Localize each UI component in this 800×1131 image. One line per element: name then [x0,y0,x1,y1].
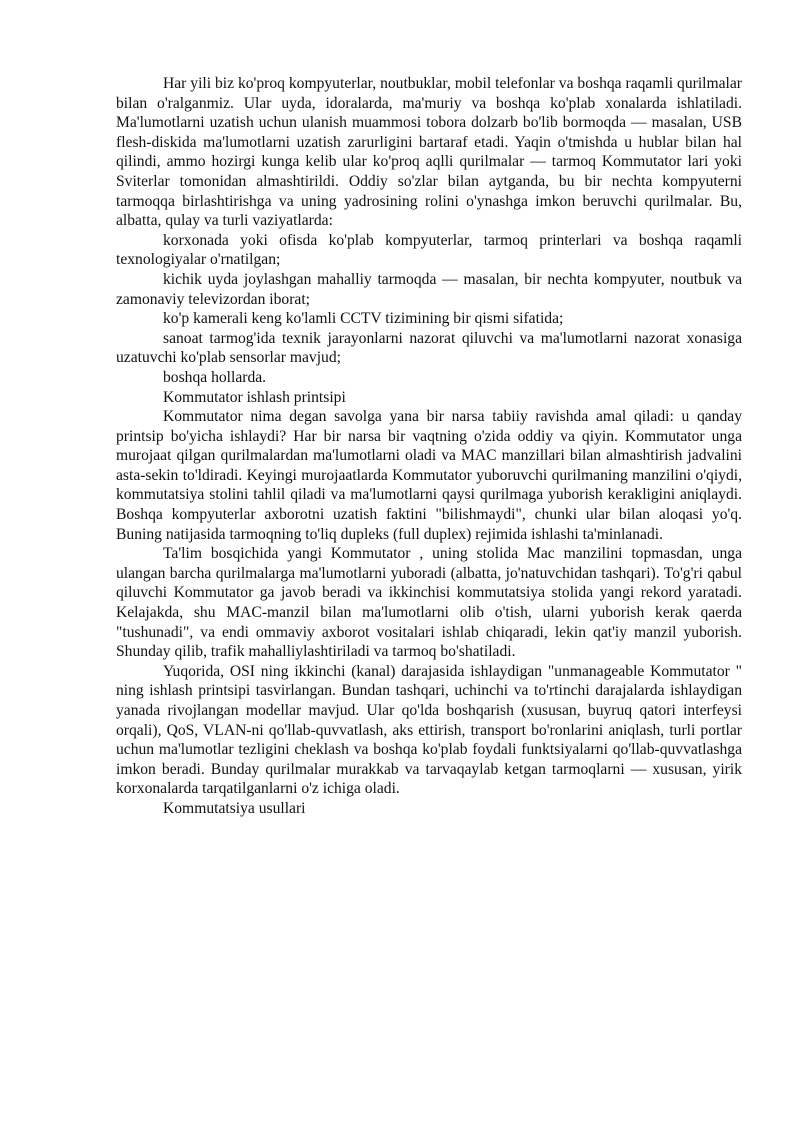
list-item-enterprise: korxonada yoki ofisda ko'plab kompyuterlar, tarmoq printerlari va boshqa raqamli texnologiyalar o'rnatilgan; [116,231,742,269]
paragraph-principle: Kommutator nima degan savolga yana bir narsa tabiiy ravishda amal qiladi: u qanday printsip bo'yicha ishlaydi? Har bir narsa bir vaqtning o'zida oddiy va qiyin. Kommutator unga murojaat qilgan qurilmalardan ma'lumotlarni oladi va MAC manzillari bilan almashtirish jadvalini asta-sekin to'ldiradi. Keyingi murojaatlarda Kommutator yuboruvchi qurilmaning manzilini o'qiydi, kommutatsiya stolini tahlil qiladi va ma'lumotlarni qaysi qurilmaga yuborish kerakligini aniqlaydi. Boshqa kompyuterlar axborotni uzatish faktini "bilishmaydi", chunki ular bilan aloqasi yo'q. Buning natijasida tarmoqning to'liq dupleks (full duplex) rejimida ishlashi ta'minlanadi. [116,408,742,543]
section-heading-principle: Kommutator ishlash printsipi [163,388,346,406]
list-item-industrial: sanoat tarmog'ida texnik jarayonlarni nazorat qiluvchi va ma'lumotlarni nazorat xonasiga uzatuvchi ko'plab sensorlar mavjud; [116,329,742,367]
paragraph-learning: Ta'lim bosqichida yangi Kommutator , uning stolida Mac manzilini topmasdan, unga ulangan barcha qurilmalarga ma'lumotlarni yuboradi (albatta, jo'natuvchidan tashqari). To'g'ri qabul qiluvchi Kommutator ga javob beradi va ikkinchisi kommutatsiya stolida yangi rekord yaratadi. Kelajakda, shu MAC-manzil bilan ma'lumotlarni olib o'tish, ularni yuborish kerak qaerda "tushunadi", va endi ommaviy axborot vositalari ishlab chiqaradi, lekin qat'iy manzil yuborish. Shunday qilib, trafik mahalliylashtiriladi va tarmoq bo'shatiladi. [116,545,742,661]
paragraph-intro: Har yili biz ko'proq kompyuterlar, noutbuklar, mobil telefonlar va boshqa raqamli qurilmalar bilan o'ralganmiz. Ular uyda, idoralarda, ma'muriy va boshqa ko'plab xonalarda ishlatiladi. Ma'lumotlarni uzatish uchun ulanish muammosi tobora dolzarb bo'lib bormoqda — masalan, USB flesh-diskida ma'lumotlarni uzatish zarurligini bartaraf etadi. Yaqin o'tmishda u hublar bilan hal qilindi, ammo hozirgi kunga kelib ular ko'proq aqlli qurilmalar — tarmoq Kommutator lari yoki Sviterlar tomonidan almashtirildi. Oddiy so'zlar bilan aytganda, bu bir nechta kompyuterni tarmoqqa birlashtirishga va uning yadrosining rolini o'ynashga imkon beruvchi qurilmalar. Bu, albatta, qulay va turli vaziyatlarda: [116,75,742,230]
list-item-home-network: kichik uyda joylashgan mahalliy tarmoqda — masalan, bir nechta kompyuter, noutbuk va zamonaviy televizordan iborat; [116,270,742,308]
list-item-other: boshqa hollarda. [163,368,267,386]
paragraph-managed: Yuqorida, OSI ning ikkinchi (kanal) darajasida ishlaydigan "unmanageable Kommutator " ning ishlash printsipi tasvirlangan. Bundan tashqari, uchinchi va to'rtinchi darajalarda ishlaydigan yanada rivojlangan modellar mavjud. Ular qo'lda boshqarish (xususan, buyruq qatori interfeysi orqali), QoS, VLAN-ni qo'llab-quvvatlash, aks ettirish, transport bo'ronlarini aniqlash, turli portlar uchun ma'lumotlar tezligini cheklash va boshqa ko'plab foydali funktsiyalarni qo'llab-quvvatlashga imkon beradi. Bunday qurilmalar murakkab va tarvaqaylab ketgan tarmoqlarni — xususan, yirik korxonalarda tarqatilganlarni o'z ichiga oladi. [116,662,742,798]
section-heading-methods: Kommutatsiya usullari [163,799,306,817]
document-page [116,74,742,819]
list-item-cctv: ko'p kamerali keng ko'lamli CCTV tizimining bir qismi sifatida; [163,310,564,328]
